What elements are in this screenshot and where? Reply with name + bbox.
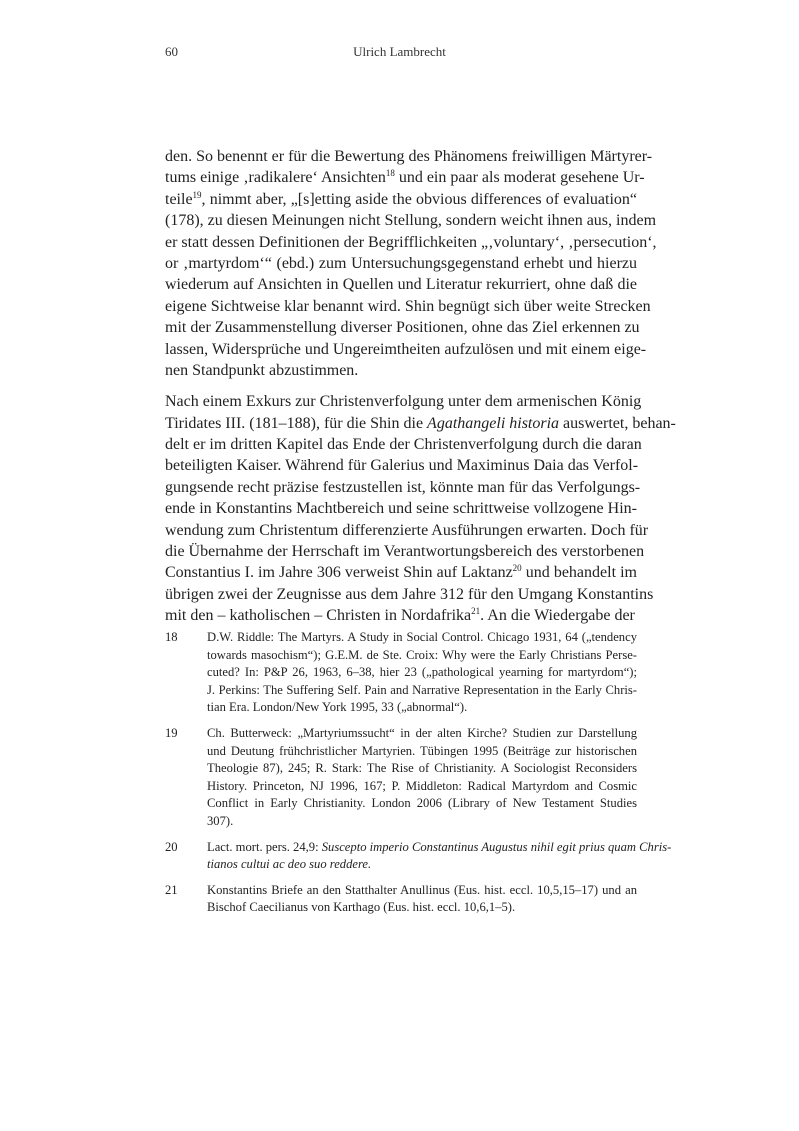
footnote-reference: 21 xyxy=(471,606,481,617)
text-segment: . An die Wiedergabe der xyxy=(480,607,635,625)
text-segment: Constantius I. im Jahre 306 verweist Shin auf Laktanz xyxy=(165,564,513,582)
text-line xyxy=(165,232,657,253)
text-line xyxy=(207,664,637,682)
text-line xyxy=(165,520,649,541)
text-segment: den. So benennt er für die Bewertung des Phänomens freiwilligen Märtyrer- xyxy=(165,148,653,165)
text-segment: J. Perkins: The Suffering Self. Pain and Narrative Representation in the Early Chris- xyxy=(207,682,637,697)
text-segment: History. Princeton, NJ 1996, 167; P. Middleton: Radical Martyrdom and Cosmic xyxy=(207,778,637,793)
text-line xyxy=(207,795,637,813)
text-line xyxy=(165,339,647,360)
text-line xyxy=(165,455,637,476)
text-line xyxy=(165,562,637,583)
text-segment: eigene Sichtweise klar benannt wird. Shin begnügt sich über weite Strecken xyxy=(165,297,651,315)
footnote-19 xyxy=(165,725,637,831)
text-line xyxy=(165,210,657,231)
text-segment: Theologie 87), 245; R. Stark: The Rise of Christianity. A Sociologist Reconsiders xyxy=(207,761,637,776)
footnote-reference: 20 xyxy=(512,563,522,574)
text-segment: 307). xyxy=(207,813,234,828)
footnote-number: 19 xyxy=(165,725,178,740)
text-line xyxy=(165,317,640,338)
text-segment: towards masochism“); G.E.M. de Ste. Croix: Why were the Early Christians Perse- xyxy=(207,647,637,662)
footnote-text xyxy=(207,839,672,874)
text-segment: und behandelt im xyxy=(521,564,637,582)
footnote-text xyxy=(207,725,637,831)
running-head: Ulrich Lambrecht xyxy=(353,44,446,59)
footnote-reference: 19 xyxy=(192,189,202,200)
footnotes xyxy=(165,629,672,925)
text-segment: er statt dessen Definitionen der Begrifflichkeiten „‚voluntary‘, ‚persecution‘, xyxy=(165,233,657,251)
footnote-18 xyxy=(165,629,637,717)
text-line xyxy=(165,296,651,317)
text-segment: wendung zum Christentum differenzierte Ausführungen erwarten. Doch für xyxy=(165,521,649,539)
footnote-21 xyxy=(165,882,637,917)
text-segment: Lact. mort. pers. 24,9: xyxy=(207,839,322,854)
text-segment: wiederum auf Ansichten in Quellen und Literatur rekurriert, ohne daß die xyxy=(165,276,637,294)
text-line xyxy=(165,146,653,167)
text-line xyxy=(165,605,637,626)
text-segment: Konstantins Briefe an den Statthalter Anullinus (Eus. hist. eccl. 10,5,15–17) und an xyxy=(207,882,637,897)
text-segment: Agathangeli historia xyxy=(427,414,560,432)
text-segment: Tiridates III. (181–188), für die Shin die xyxy=(165,414,428,432)
text-line xyxy=(165,360,637,381)
footnote-text xyxy=(207,882,637,917)
text-segment: or ‚martyrdom‘“ (ebd.) zum Untersuchungsgegenstand erhebt und hierzu xyxy=(165,254,637,272)
text-segment: beteiligten Kaiser. Während für Galerius und Maximinus Daia das Verfol- xyxy=(165,457,639,475)
text-line xyxy=(207,682,637,700)
footnote-20 xyxy=(165,839,672,874)
text-line xyxy=(165,253,637,274)
paragraph xyxy=(165,391,676,626)
text-line xyxy=(207,778,637,796)
text-line xyxy=(165,189,637,210)
text-segment: und ein paar als moderat gesehene Ur- xyxy=(394,169,645,187)
text-line xyxy=(207,882,637,900)
text-segment: (178), zu diesen Meinungen nicht Stellung, sondern weicht ihnen aus, indem xyxy=(165,212,657,230)
text-line xyxy=(207,699,637,717)
paragraph xyxy=(165,146,657,381)
text-segment: Bischof Caecilianus von Karthago (Eus. hist. eccl. 10,6,1–5). xyxy=(207,900,516,915)
text-segment: übrigen zwei der Zeugnisse aus dem Jahre 312 für den Umgang Konstantins xyxy=(165,585,654,603)
text-segment: ende in Konstantins Machtbereich und seine schrittweise vollzogene Hin- xyxy=(165,500,637,518)
text-line xyxy=(207,899,637,917)
text-segment: gungsende recht präzise festzustellen ist, könnte man für das Verfolgungs- xyxy=(165,478,641,496)
text-segment: , nimmt aber, „[s]etting aside the obvious differences of evaluation“ xyxy=(201,190,637,208)
text-line xyxy=(165,498,637,519)
text-line xyxy=(207,856,637,874)
text-segment: tums einige ‚radikalere‘ Ansichten xyxy=(165,169,386,187)
text-segment: nen Standpunkt abzustimmen. xyxy=(165,361,359,379)
text-line xyxy=(165,541,645,562)
text-line xyxy=(165,434,642,455)
text-segment: die Übernahme der Herrschaft im Verantwortungsbereich des verstorbenen xyxy=(165,543,645,561)
text-segment: cuted? In: P&P 26, 1963, 6–38, hier 23 („pathological yearning for martyrdom“); xyxy=(207,665,637,680)
footnote-number: 20 xyxy=(165,839,178,854)
text-segment: teile xyxy=(165,190,193,208)
text-line xyxy=(165,477,641,498)
text-line xyxy=(207,725,637,743)
text-line xyxy=(207,813,637,831)
text-segment: und Deutung frühchristlicher Martyrien. Tübingen 1995 (Beiträge zur historischen xyxy=(207,743,637,758)
text-segment: Ch. Butterweck: „Martyriumssucht“ in der alten Kirche? Studien zur Darstellung xyxy=(207,725,637,740)
text-line xyxy=(165,584,654,605)
page-number: 60 xyxy=(165,44,178,59)
text-segment: mit den – katholischen – Christen in Nordafrika xyxy=(165,607,472,625)
text-segment: delt er im dritten Kapitel das Ende der Christenverfolgung durch die daran xyxy=(165,436,642,454)
body-text xyxy=(165,146,676,637)
text-line xyxy=(207,760,637,778)
text-line xyxy=(207,647,637,665)
text-line xyxy=(165,167,645,188)
text-segment: Suscepto imperio Constantinus Augustus nihil egit prius quam Chris- xyxy=(321,839,672,854)
text-line xyxy=(165,391,642,412)
text-line xyxy=(207,629,637,647)
text-segment: D.W. Riddle: The Martyrs. A Study in Social Control. Chicago 1931, 64 („tendency xyxy=(207,630,637,644)
text-segment: tianos cultui ac deo suo reddere. xyxy=(207,857,372,872)
footnote-number: 18 xyxy=(165,630,178,644)
text-line xyxy=(207,743,637,761)
text-line xyxy=(165,413,676,434)
text-line xyxy=(165,274,637,295)
text-segment: mit der Zusammenstellung diverser Positionen, ohne das Ziel erkennen zu xyxy=(165,319,640,337)
text-line xyxy=(207,839,672,857)
text-segment: lassen, Widersprüche und Ungereimtheiten aufzulösen und mit einem eige- xyxy=(165,340,647,358)
text-segment: tian Era. London/New York 1995, 33 („abnormal“). xyxy=(207,700,468,715)
text-segment: Nach einem Exkurs zur Christenverfolgung unter dem armenischen König xyxy=(165,393,642,411)
footnote-number: 21 xyxy=(165,882,178,897)
footnote-reference: 18 xyxy=(385,168,395,179)
text-segment: Conflict in Early Christianity. London 2006 (Library of New Testament Studies xyxy=(207,796,637,811)
text-segment: auswertet, behan- xyxy=(559,414,676,432)
footnote-text xyxy=(207,629,637,717)
